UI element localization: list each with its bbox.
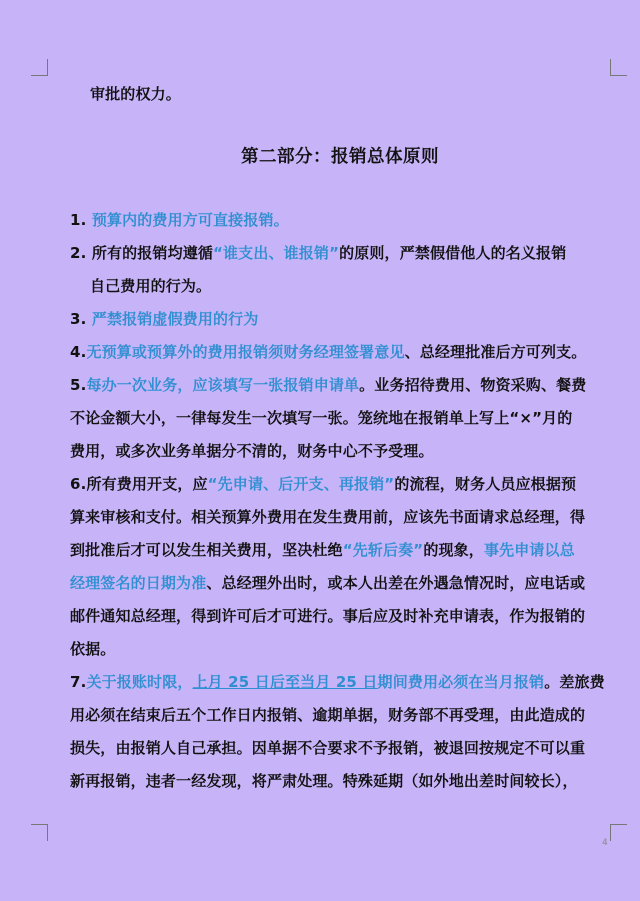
item-number: 6. [70,475,87,493]
page-number: 4 [602,838,608,848]
item-line: 损失，由报销人自己承担。因单据不合要求不予报销，被退回按规定不可以重 [70,739,586,757]
item-highlight-underlined: 上月 25 日后至当月 25 日 [192,673,378,691]
item-text: 。业务招待费用、物资采购、餐费 [359,376,587,394]
rule-item-6 [70,468,610,666]
page-corner-mark-top-left [31,59,48,76]
page-corner-mark-bottom-right [610,824,627,841]
item-highlight: 关于报账时限， [86,673,193,691]
item-line: 新再报销，违者一经发现，将严肃处理。特殊延期（如外地出差时间较长）， [70,772,578,790]
item-number: 3. [70,310,87,328]
page-corner-mark-bottom-left [31,824,48,841]
document-body [70,78,610,798]
item-quote: “先申请、后开支、再报销” [207,475,395,493]
item-text: 到批准后才可以发生相关费用，坚决杜绝 [70,541,343,559]
rule-item-1 [70,204,610,237]
item-text: 的现象， [423,541,484,559]
page-corner-mark-top-right [610,59,627,76]
item-quote: “谁支出、谁报销” [213,244,340,262]
rule-item-3 [70,303,610,336]
item-line: 不论金额大小，一律每发生一次填写一张。笼统地在报销单上写上“×”月的 [70,409,573,427]
item-number: 7. [70,673,87,691]
rule-item-2 [70,237,610,303]
item-highlight: 经理签名的日期为准 [70,574,207,592]
rule-item-7 [70,666,610,798]
item-highlight: 无预算或预算外的费用报销须财务经理签署意见 [86,343,405,361]
item-highlight: 每办一次业务，应该填写一张报销申请单 [86,376,360,394]
item-line: 用必须在结束后五个工作日内报销、逾期单据，财务部不再受理，由此造成的 [70,706,586,724]
item-highlight: 期间费用必须在当月报销 [377,673,545,691]
item-number: 4. [70,343,87,361]
item-number: 5. [70,376,87,394]
item-text: 。差旅费 [544,673,605,691]
section-title: 第二部分：报销总体原则 [241,147,439,167]
item-number: 1. [70,211,87,229]
item-line: 算来审核和支付。相关预算外费用在发生费用前，应该先书面请求总经理，得 [70,508,586,526]
item-line: 邮件通知总经理，得到许可后才可进行。事后应及时补充申请表，作为报销的 [70,607,586,625]
rule-item-4 [70,336,610,369]
item-text: 的原则，严禁假借他人的名义报销 [339,244,567,262]
item-number: 2. [70,244,87,262]
item-text: 、总经理批准后方可列支。 [404,343,587,361]
item-highlight: 事先申请以总 [483,541,575,559]
item-text: 所有费用开支，应 [86,475,208,493]
item-line: 费用，或多次业务单据分不清的，财务中心不予受理。 [70,442,434,460]
item-highlight: 严禁报销虚假费用的行为 [91,310,259,328]
item-line: 依据。 [70,640,116,658]
item-text: 所有的报销均遵循 [91,244,214,262]
intro-line: 审批的权力。 [90,85,181,103]
item-line: 自己费用的行为。 [90,277,212,295]
item-text: 、总经理外出时，或本人出差在外遇急情况时，应电话或 [206,574,586,592]
item-text: 的流程，财务人员应根据预 [394,475,577,493]
rule-item-5 [70,369,610,468]
item-highlight: 预算内的费用方可直接报销。 [91,211,289,229]
item-quote: “先斩后奏” [342,541,424,559]
